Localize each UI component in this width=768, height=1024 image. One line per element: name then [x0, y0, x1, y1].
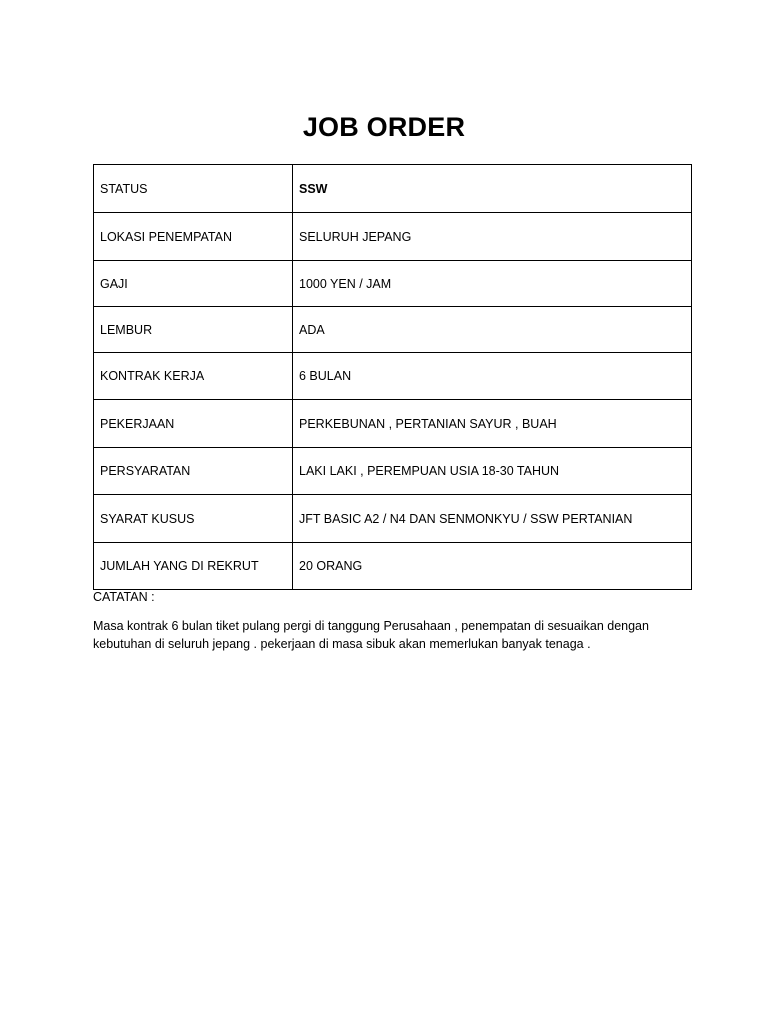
row-value-location: SELURUH JEPANG [293, 213, 692, 261]
table-row [94, 213, 692, 261]
row-label-status: STATUS [94, 165, 293, 213]
table-row [94, 165, 692, 213]
page-title: JOB ORDER [302, 112, 466, 142]
row-label-special-requirements: SYARAT KUSUS [94, 495, 293, 543]
row-label-requirements: PERSYARATAN [94, 448, 293, 495]
table-row [94, 307, 692, 353]
row-value-requirements: LAKI LAKI , PEREMPUAN USIA 18-30 TAHUN [293, 448, 692, 495]
table-row [94, 353, 692, 400]
table-row [94, 448, 692, 495]
table-row [94, 543, 692, 590]
table-row [94, 495, 692, 543]
row-value-salary: 1000 YEN / JAM [293, 261, 692, 307]
table-row [94, 400, 692, 448]
row-value-contract: 6 BULAN [293, 353, 692, 400]
row-value-overtime: ADA [293, 307, 692, 353]
notes-label: CATATAN : [93, 590, 155, 604]
row-label-job: PEKERJAAN [94, 400, 293, 448]
table-row [94, 261, 692, 307]
row-label-recruit-count: JUMLAH YANG DI REKRUT [94, 543, 293, 590]
row-label-contract: KONTRAK KERJA [94, 353, 293, 400]
job-order-table [93, 164, 692, 590]
row-value-special-requirements: JFT BASIC A2 / N4 DAN SENMONKYU / SSW PERTANIAN [293, 495, 692, 543]
row-label-salary: GAJI [94, 261, 293, 307]
notes-text: Masa kontrak 6 bulan tiket pulang pergi di tanggung Perusahaan , penempatan di sesuaikan dengan kebutuhan di seluruh jepang . pekerjaan di masa sibuk akan memerlukan banyak tenaga . [93, 619, 649, 651]
row-label-location: LOKASI PENEMPATAN [94, 213, 293, 261]
row-value-recruit-count: 20 ORANG [293, 543, 692, 590]
row-label-overtime: LEMBUR [94, 307, 293, 353]
row-value-job: PERKEBUNAN , PERTANIAN SAYUR , BUAH [293, 400, 692, 448]
row-value-status: SSW [293, 165, 692, 213]
